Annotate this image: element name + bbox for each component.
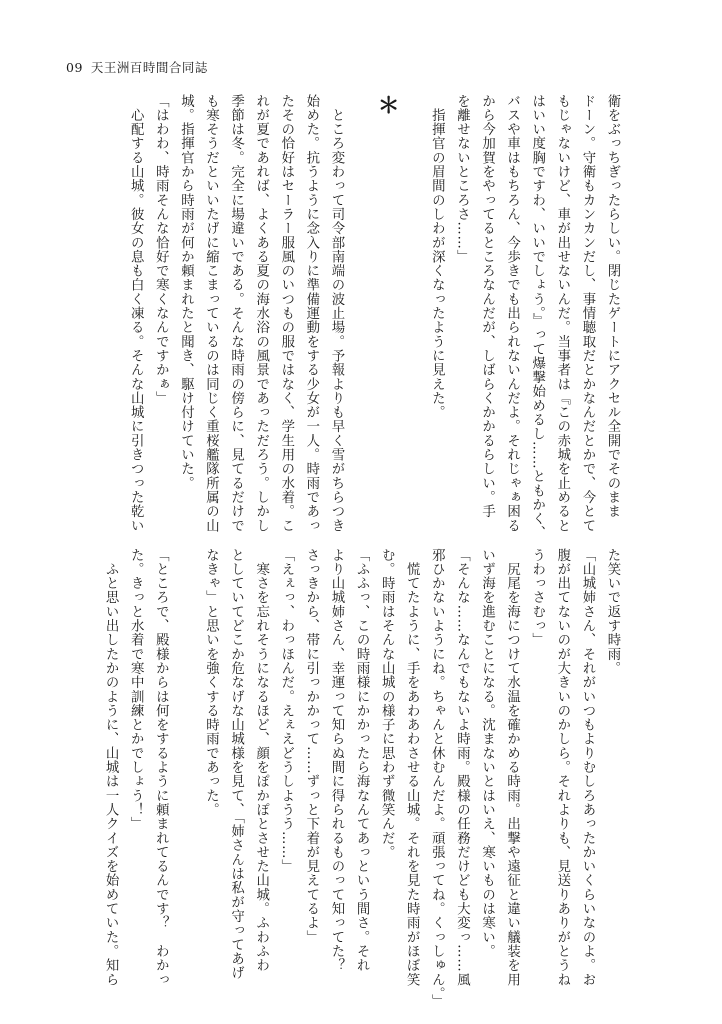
text-column: 指揮官の眉間のしわが深くなったように見えた。 — [429, 94, 445, 420]
running-header — [66, 58, 208, 76]
text-column: 衛をぶっちぎったらしい。閉じたゲートにアクセル全開でそのまま — [605, 94, 620, 519]
text-column: もじゃないけど、車が出せないんだ。当事者は『この赤城を止めると — [554, 94, 570, 533]
page-number: 09 — [66, 60, 83, 75]
text-column: 慌てたように、手をあわあわさせる山城。それを見た時雨がほぼ笑 — [404, 548, 420, 987]
text-column: 城。指揮官から時雨が何か頼まれたと聞き、駆け付けていた。 — [178, 94, 194, 491]
text-column: 寒さを忘れそうになるほど、顔をぽかぽとさせた山城。ふわふわ — [253, 548, 269, 973]
text-column: 「ふふっ、この時雨様にかかったら海なんてあっという間さ。それ — [354, 548, 370, 973]
text-column: ところ変わって司令部南端の波止場。予報よりも早く雪がちらつき — [328, 94, 344, 533]
text-column: 尻尾を海につけて水温を確かめる時雨。出撃や遠征と違い艤装を用 — [504, 548, 520, 987]
text-column: も寒そうだといいたげに縮こまっているのは同じく重桜艦隊所属の山 — [203, 94, 219, 533]
text-column: 始めた。抗うように念入りに準備運動をする少女が一人。時雨であっ — [303, 94, 319, 533]
text-column: 季節は冬。完全に場違いである。そんな時雨の傍らに、見てるだけで — [228, 94, 244, 533]
text-column: うわっさむっ」 — [529, 548, 545, 648]
text-column: 「はわわ、時雨そんな恰好で寒くなんですかぁ」 — [153, 94, 169, 406]
text-column: た笑いで返す時雨。 — [605, 548, 620, 676]
text-column: から今加賀をやってるところなんだが、しばらくかかるらしい。手 — [479, 94, 495, 519]
text-column: バスや車はもちろん、今歩きでも出られないんだよ。それじゃぁ困る — [504, 94, 520, 533]
text-column: より山城姉さん、幸運って知らぬ間に得られるものって知ってた？ — [328, 548, 344, 973]
text-column: たその恰好はセーラー服風のいつもの服ではなく、学生用の水着。こ — [278, 94, 294, 533]
text-column: 「山城姉さん、それがいつもよりむしろあったかいくらいなのよ。お — [579, 548, 595, 987]
text-column: 心配する山城。彼女の息も白く凍る。そんな山城に引きつった乾い — [128, 94, 144, 533]
text-column: 「ところで、殿様からは何をするように頼まれてるんです？ わかっ — [153, 548, 169, 987]
text-column: 「そんな……なんでもないよ時雨。殿様の任務だけども大変っ……風 — [454, 548, 470, 987]
text-column: 邪ひかないようにね。ちゃんと休むんだよ。頑張ってね。くっしゅん。」 — [429, 548, 445, 1009]
book-title: 天王洲百時間合同誌 — [90, 60, 208, 75]
text-column: としていてどこか危なげな山城様を見て、「姉さんは私が守ってあげ — [228, 548, 244, 980]
text-column: む。時雨はそんな山城の様子に思わず微笑んだ。 — [379, 548, 395, 860]
text-column: ふと思い出したかのように、山城は一人クイズを始めていた。知ら — [103, 548, 119, 987]
text-column: さっきから、帯に引っかかって……ずっと下着が見えてるよ」 — [303, 548, 319, 945]
text-column: なきゃ」と思いを強くする時雨であった。 — [203, 548, 219, 817]
text-column: はいい度胸ですわ、いいでしょう。』って爆撃始めるし……ともかく、 — [529, 94, 545, 541]
section-break-asterisk: ＊ — [374, 94, 401, 117]
text-column: を離せないところさ……」 — [454, 94, 470, 264]
lower-text-block — [98, 548, 625, 1009]
text-column: ドーン。守衛もカンカンだし、事情聴取だとかなんだとかで、今とて — [579, 94, 595, 533]
text-column: 腹が出てないのが大きいのかしら。それよりも、見送りありがとうね — [554, 548, 570, 987]
text-column: いず海を進むことになる。沈まないとはいえ、寒いものは寒い。 — [479, 548, 495, 959]
upper-text-block — [123, 94, 625, 541]
text-column: 「えぇっ、わっほんだ。えぇえどうしようう……」 — [278, 548, 294, 874]
text-column: れが夏であれば、よくある夏の海水浴の風景であっただろう。しかし — [253, 94, 269, 533]
text-column: た。きっと水着で寒中訓練とかでしょう！」 — [128, 548, 144, 831]
